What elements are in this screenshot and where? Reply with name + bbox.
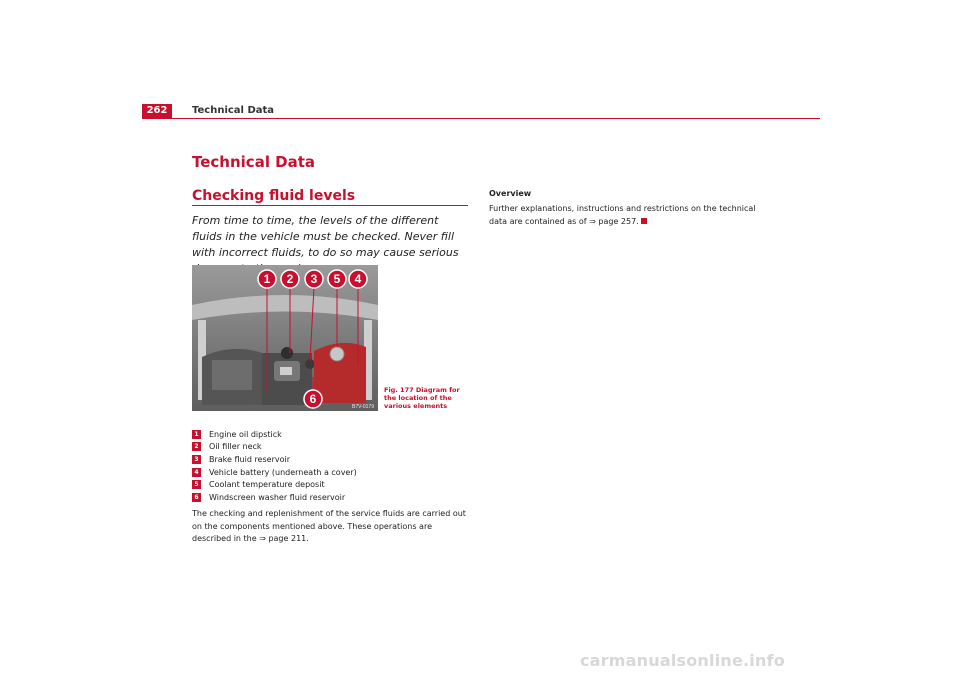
callout-5-label: 5 <box>333 272 341 286</box>
engine-bay-figure <box>192 265 378 411</box>
legend-item <box>192 453 472 466</box>
watermark: carmanualsonline.info <box>580 651 785 670</box>
legend-label: Brake fluid reservoir <box>209 454 290 464</box>
body-paragraph: The checking and replenishment of the service fluids are carried out on the components mentioned above. These operations are described in the ⇒ page 211. <box>192 509 466 543</box>
header-divider <box>142 118 820 119</box>
legend-number-badge: 6 <box>192 493 201 502</box>
overview-text-body: Further explanations, instructions and restrictions on the technical data are contained as of ⇒ page 257. <box>489 204 756 226</box>
legend-label: Engine oil dipstick <box>209 429 282 439</box>
section-title: Checking fluid levels <box>192 188 356 204</box>
component-legend <box>192 428 472 504</box>
figure-caption: Fig. 177 Diagram for the location of the various elements <box>384 386 460 410</box>
legend-label: Coolant temperature deposit <box>209 480 325 490</box>
legend-item <box>192 428 472 441</box>
callout-4-label: 4 <box>354 272 362 286</box>
section-end-marker <box>641 218 647 224</box>
engine-bay-illustration <box>192 265 378 411</box>
legend-number-badge: 5 <box>192 480 201 489</box>
page-number: 262 <box>142 104 172 118</box>
legend-item <box>192 491 472 504</box>
legend-number-badge: 4 <box>192 468 201 477</box>
chapter-title: Technical Data <box>192 153 316 171</box>
callout-6-label: 6 <box>309 392 317 406</box>
callout-2-label: 2 <box>286 272 294 286</box>
figure-code: B7V-0179 <box>352 404 374 410</box>
legend-number-badge: 2 <box>192 442 201 451</box>
legend-number-badge: 3 <box>192 455 201 464</box>
section-intro: From time to time, the levels of the different fluids in the vehicle must be checked. Never fill with incorrect fluids, to do so may cause serious <box>192 214 459 259</box>
legend-label: Windscreen washer fluid reservoir <box>209 492 346 502</box>
overview-text <box>489 203 774 228</box>
callout-3-label: 3 <box>310 272 318 286</box>
legend-item <box>192 478 472 491</box>
legend-item <box>192 466 472 479</box>
legend-number-badge: 1 <box>192 430 201 439</box>
legend-item <box>192 441 472 454</box>
callout-1-label: 1 <box>263 272 271 286</box>
legend-label: Oil filler neck <box>209 442 262 452</box>
running-header-title: Technical Data <box>192 105 275 116</box>
overview-heading: Overview <box>489 189 532 198</box>
legend-label: Vehicle battery (underneath a cover) <box>209 467 357 477</box>
section-divider <box>192 205 468 206</box>
